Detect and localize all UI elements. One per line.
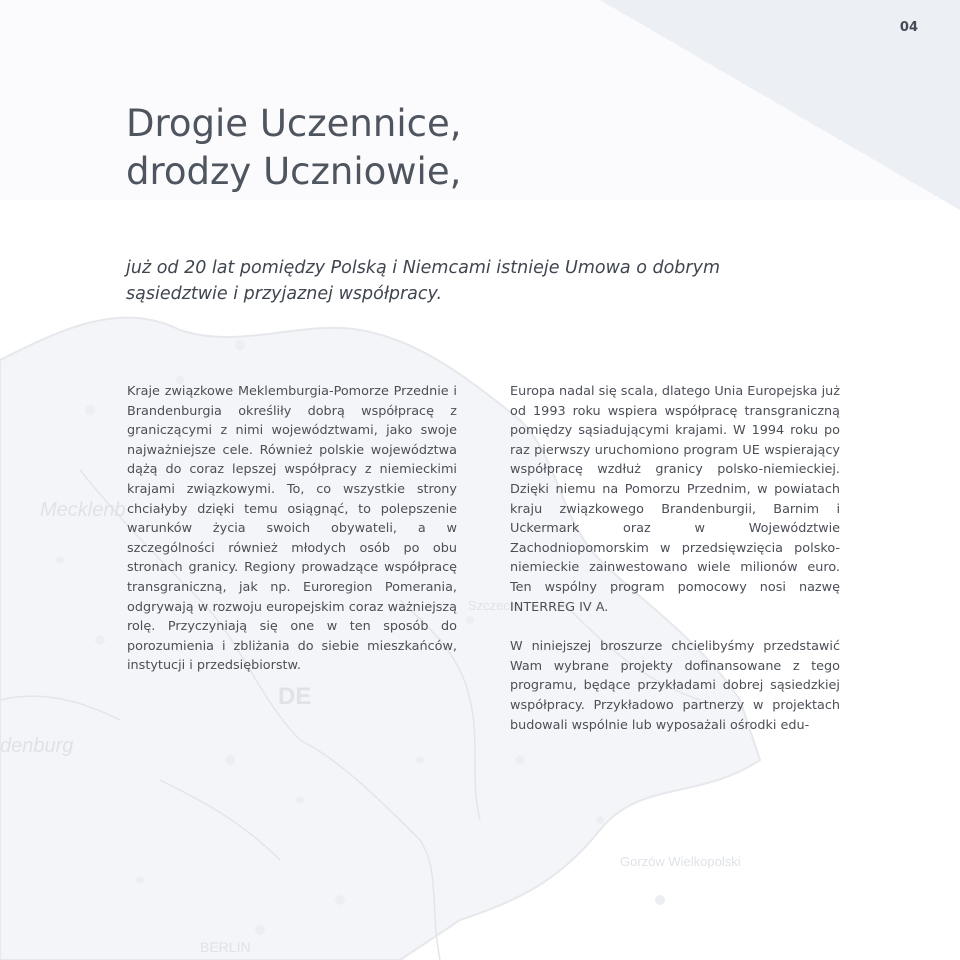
map-marker <box>136 876 144 884</box>
map-marker <box>416 756 424 764</box>
map-label-region-bottom-left: denburg <box>0 735 74 757</box>
lead-paragraph: już od 20 lat pomiędzy Polską i Niemcami istnieje Umowa o dobrym sąsiedztwie i przyjaznej współpracy. <box>126 258 721 304</box>
map-marker <box>225 755 235 765</box>
map-label-country: DE <box>278 683 312 710</box>
body-column-left <box>127 382 457 676</box>
map-marker <box>335 895 345 905</box>
map-marker <box>596 816 604 824</box>
map-marker <box>85 405 95 415</box>
map-marker <box>515 755 525 765</box>
map-marker <box>255 925 265 935</box>
page-title <box>126 100 461 196</box>
map-marker <box>655 895 665 905</box>
map-marker <box>95 635 105 645</box>
map-label-berlin: BERLIN <box>200 939 251 955</box>
map-marker <box>466 616 474 624</box>
map-label-szczecin: Szczecin <box>468 598 521 613</box>
body-paragraph: W niniejszej broszurze chcielibyśmy przedstawić Wam wybrane projekty dofinansowane z tego programu, będące przykładami dobrej sąsiedzkiej współpracy. Przykładowo partnerzy w projektach budowali wspólnie lub wyposażali ośrodki edu- <box>510 639 840 733</box>
map-marker <box>56 556 64 564</box>
page-title-line-1: Drogie Uczennice, <box>126 102 462 145</box>
map-marker <box>296 796 304 804</box>
body-column-right <box>510 382 840 735</box>
page-number: 04 <box>899 20 918 35</box>
map-marker <box>235 340 245 350</box>
map-label-gorzow: Gorzów Wielkopolski <box>620 854 741 869</box>
body-paragraph: Kraje związkowe Meklemburgia-Pomorze Przednie i Brandenburgia określiły dobrą współpracę z graniczącymi z nimi województwami, jako swoje najważniejsze cele. Również polskie województwa dążą do coraz lepszej współpracy z niemieckimi krajami związkowymi. To, co wszystkie strony chciałyby dzięki temu osiągnąć, to polepszenie warunków życia swoich obywateli, a w szczególności również młodych osób po obu stronach granicy. Regiony prowadzące współpracę transgraniczną, jak np. Euroregion Pomerania, odgrywają w rozwoju europejskim coraz ważniejszą rolę. Przyczyniają się one w ten sposób do porozumienia i zbliżania do siebie mieszkańców, instytucji i przedsiębiorstw. <box>127 384 457 674</box>
body-paragraph: Europa nadal się scala, dlatego Unia Europejska już od 1993 roku wspiera współpracę transgraniczną pomiędzy sąsiadującymi krajami. W 1994 roku po raz pierwszy uruchomiono program UE wspierający współpracę wzdłuż granicy polsko-niemieckiej. Dzięki niemu na Pomorzu Przednim, w powiatach kraju związkowego Brandenburgii, Barnim i Uckermark oraz w Województwie Zachodniopomorskim w przedsięwzięcia polsko-niemieckie zainwestowano wiele milionów euro. Ten wspólny program pomocowy nosi nazwę INTERREG IV A. <box>510 384 840 615</box>
map-label-region-left: Mecklenb <box>40 499 126 521</box>
page-title-line-2: drodzy Uczniowie, <box>126 150 462 193</box>
